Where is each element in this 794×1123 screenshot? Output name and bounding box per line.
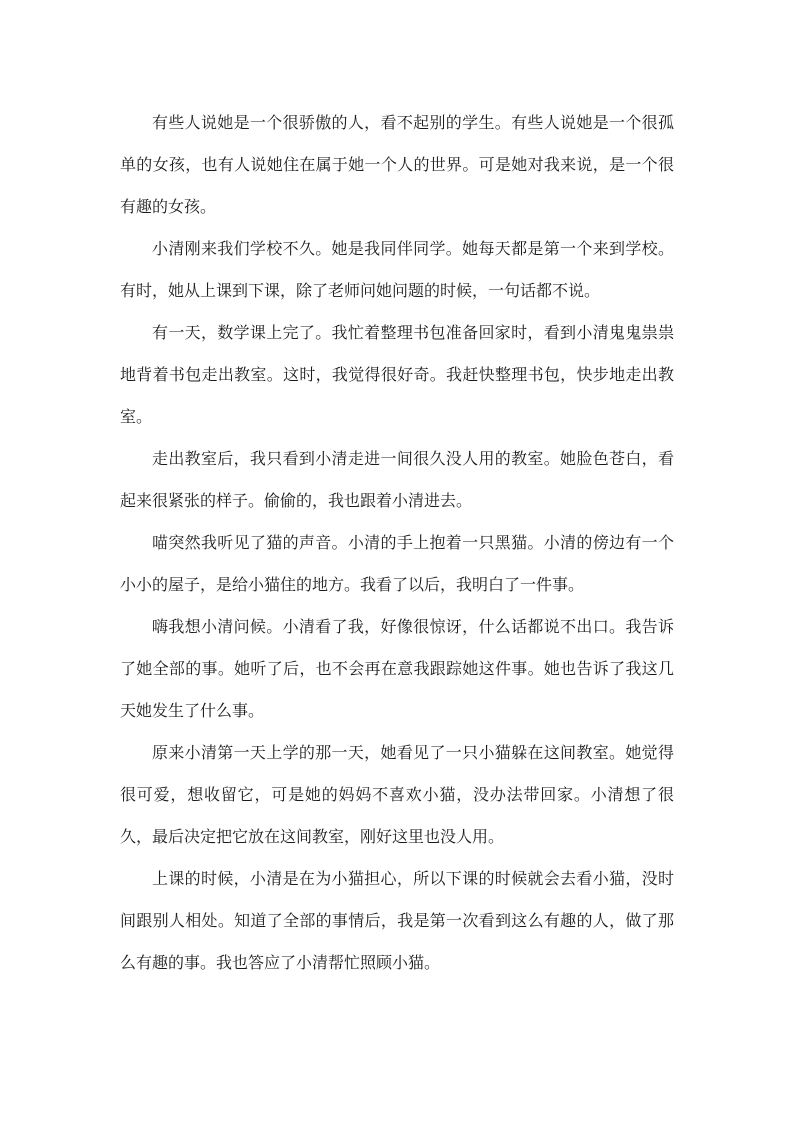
paragraph: 上课的时候，小清是在为小猫担心，所以下课的时候就会去看小猫，没时间跟别人相处。知道了全部的事情后，我是第一次看到这么有趣的人，做了那么有趣的事。我也答应了小清帮忙照顾小猫。	[120, 869, 674, 972]
paragraph: 有一天，数学课上完了。我忙着整理书包准备回家时，看到小清鬼鬼祟祟地背着书包走出教室。这时，我觉得很好奇。我赶快整理书包，快步地走出教室。	[120, 323, 674, 426]
paragraph: 小清刚来我们学校不久。她是我同伴同学。她每天都是第一个来到学校。有时，她从上课到下课，除了老师问她问题的时候，一句话都不说。	[120, 239, 674, 300]
paragraph: 喵突然我听见了猫的声音。小清的手上抱着一只黑猫。小清的傍边有一个小小的屋子，是给小猫住的地方。我看了以后，我明白了一件事。	[120, 533, 674, 594]
paragraph: 走出教室后，我只看到小清走进一间很久没人用的教室。她脸色苍白，看起来很紧张的样子。偷偷的，我也跟着小清进去。	[120, 449, 674, 510]
paragraph: 有些人说她是一个很骄傲的人，看不起别的学生。有些人说她是一个很孤单的女孩，也有人说她住在属于她一个人的世界。可是她对我来说，是一个很有趣的女孩。	[120, 113, 674, 216]
paragraph: 嗨我想小清问候。小清看了我，好像很惊讶，什么话都说不出口。我告诉了她全部的事。她听了后，也不会再在意我跟踪她这件事。她也告诉了我这几天她发生了什么事。	[120, 617, 674, 720]
paragraph: 原来小清第一天上学的那一天，她看见了一只小猫躲在这间教室。她觉得很可爱，想收留它，可是她的妈妈不喜欢小猫，没办法带回家。小清想了很久，最后决定把它放在这间教室，刚好这里也没人用。	[120, 743, 674, 846]
document-body	[120, 102, 674, 984]
